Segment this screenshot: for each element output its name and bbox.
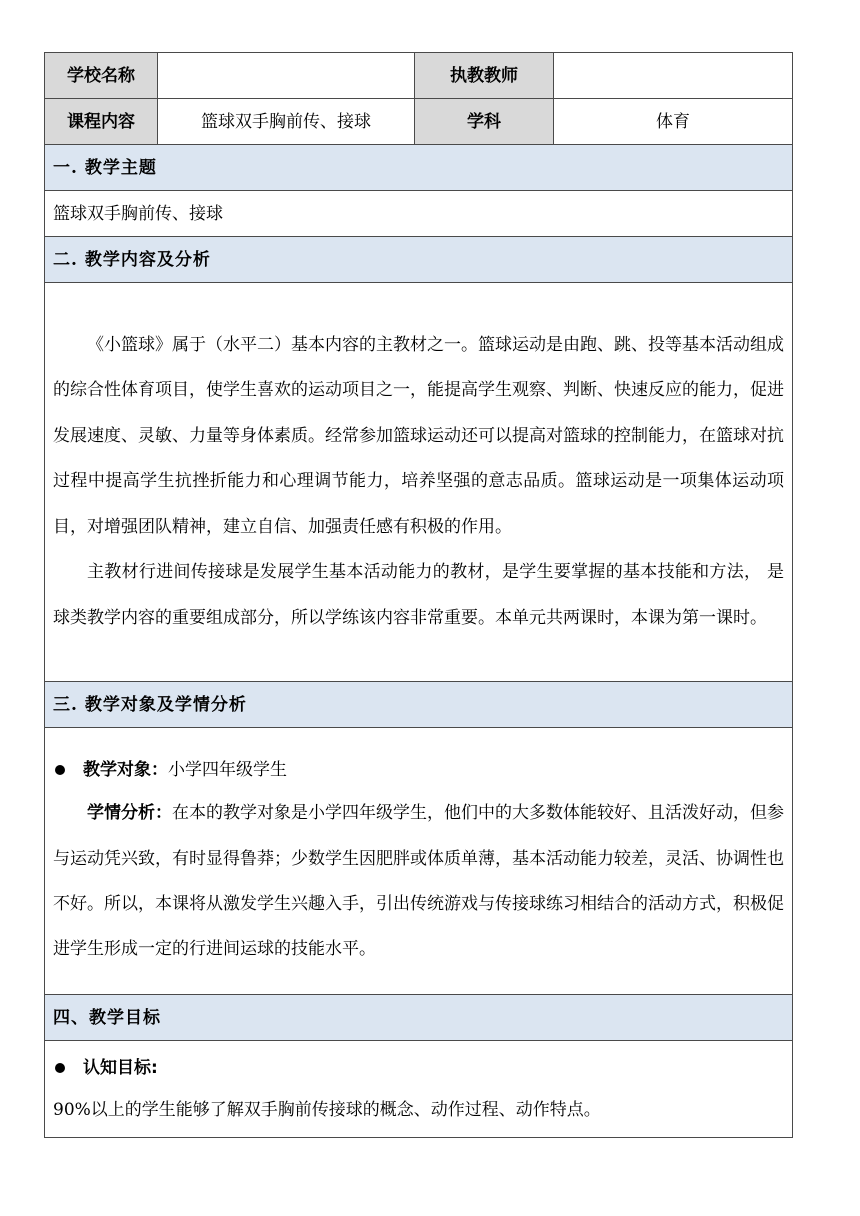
section-2-header-row: [45, 237, 793, 283]
teaching-object-label: 教学对象：: [83, 760, 168, 781]
section-2-content-row: [45, 283, 793, 682]
section-4-content-row: [45, 1041, 793, 1138]
header-row-2: [45, 99, 793, 145]
school-name-value: [158, 53, 415, 99]
section-2-paragraph-1: 《小篮球》属于（水平二）基本内容的主教材之一。篮球运动是由跑、跳、投等基本活动组成的综合性体育项目，使学生喜欢的运动项目之一，能提高学生观察、判断、快速反应的能力，促进发展速度、灵敏、力量等身体素质。经常参加篮球运动还可以提高对篮球的控制能力，在篮球对抗过程中提高学生抗挫折能力和心理调节能力，培养坚强的意志品质。篮球运动是一项集体运动项目，对增强团队精神，建立自信、加强责任感有积极的作用。: [53, 334, 784, 537]
cognitive-goal-label: 认知目标:: [83, 1058, 158, 1078]
section-2-paragraph-2: 主教材行进间传接球是发展学生基本活动能力的教材，是学生要掌握的基本技能和方法， 是球类教学内容的重要组成部分，所以学练该内容非常重要。本单元共两课时，本课为第一课时。: [53, 562, 784, 628]
teacher-label: 执教教师: [415, 53, 554, 99]
teacher-value: [554, 53, 793, 99]
section-3-header-row: [45, 682, 793, 728]
cognitive-goal-line: [53, 1047, 784, 1089]
section-1-title: 一. 教学主题: [45, 145, 793, 191]
course-content-label: 课程内容: [45, 99, 158, 145]
section-3-content: [45, 728, 793, 995]
section-4-content: [45, 1041, 793, 1138]
teaching-object-line: [53, 749, 784, 791]
school-name-label: 学校名称: [45, 53, 158, 99]
teaching-object-value: 小学四年级学生: [168, 760, 287, 781]
lesson-plan-table: [44, 52, 793, 1138]
section-4-header-row: [45, 995, 793, 1041]
section-1-content-row: [45, 191, 793, 237]
learning-analysis-label: 学情分析：: [87, 803, 172, 824]
bullet-icon: [55, 765, 65, 775]
course-content-value: 篮球双手胸前传、接球: [158, 99, 415, 145]
subject-label: 学科: [415, 99, 554, 145]
header-row-1: [45, 53, 793, 99]
subject-value: 体育: [554, 99, 793, 145]
section-2-title: 二. 教学内容及分析: [45, 237, 793, 283]
section-1-header-row: [45, 145, 793, 191]
section-1-content: 篮球双手胸前传、接球: [45, 191, 793, 237]
learning-analysis-paragraph: [53, 791, 784, 972]
section-2-content: [45, 283, 793, 682]
bullet-icon: [55, 1063, 65, 1073]
cognitive-goal-text: 90%以上的学生能够了解双手胸前传接球的概念、动作过程、动作特点。: [53, 1100, 601, 1120]
learning-analysis-text: 在本的教学对象是小学四年级学生，他们中的大多数体能较好、且活泼好动，但参与运动凭兴致，有时显得鲁莽；少数学生因肥胖或体质单薄，基本活动能力较差，灵活、协调性也不好。所以，本课将从激发学生兴趣入手，引出传统游戏与传接球练习相结合的活动方式，积极促进学生形成一定的行进间运球的技能水平。: [53, 803, 784, 960]
section-3-title: 三. 教学对象及学情分析: [45, 682, 793, 728]
section-4-title: 四、教学目标: [45, 995, 793, 1041]
section-3-content-row: [45, 728, 793, 995]
